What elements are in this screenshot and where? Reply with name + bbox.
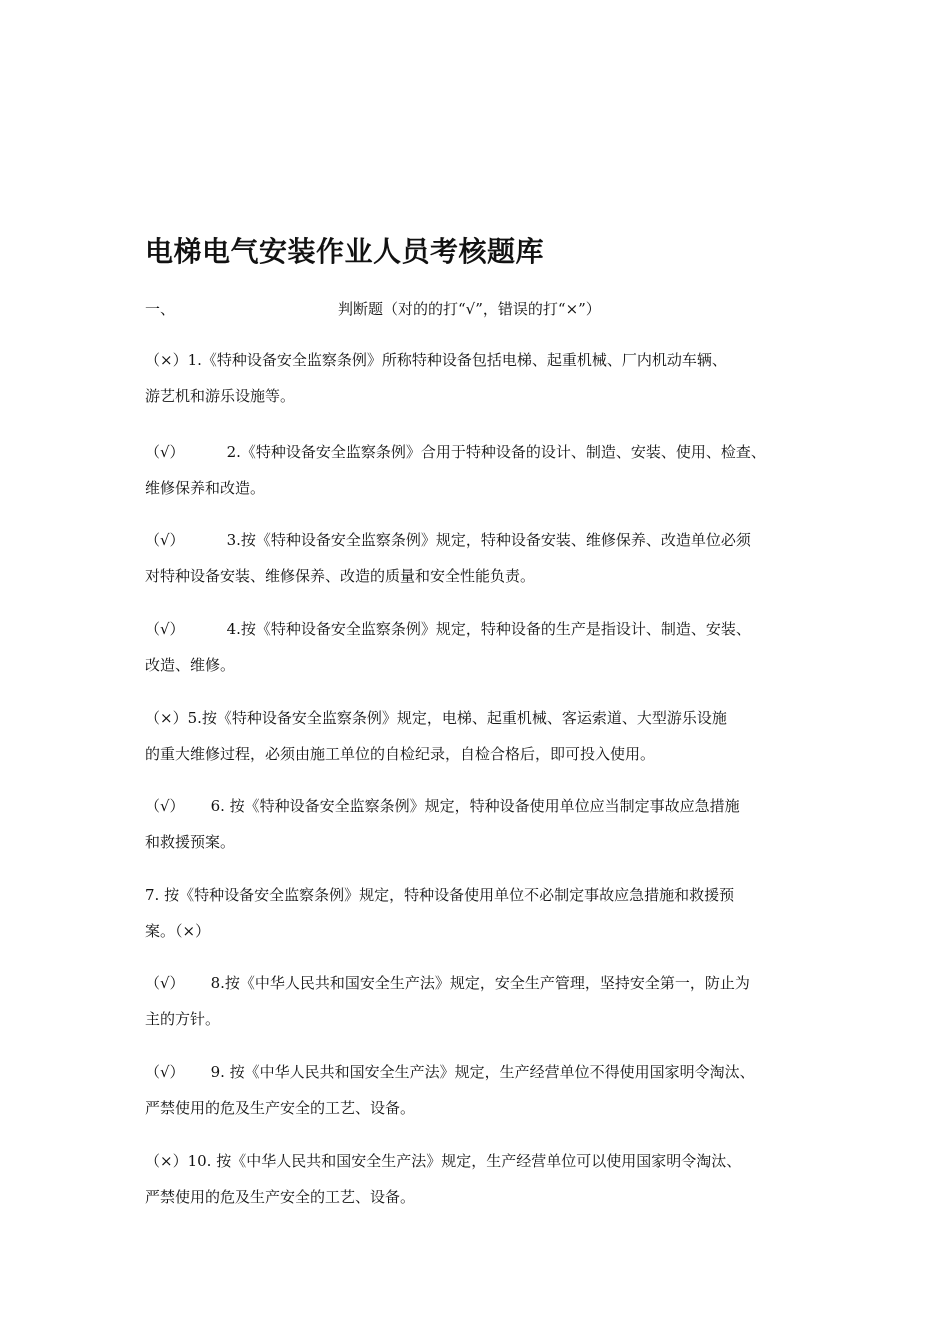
question-text-cont: 的重大维修过程，必须由施工单位的自检纪录，自检合格后，即可投入使用。 bbox=[145, 745, 656, 763]
question-text: 5.按《特种设备安全监察条例》规定，电梯、起重机械、客运索道、大型游乐设施 bbox=[187, 709, 727, 727]
question-1 bbox=[145, 342, 825, 414]
answer-mark: （√） bbox=[145, 620, 185, 638]
question-text: 2.《特种设备安全监察条例》合用于特种设备的设计、制造、安装、使用、检查、 bbox=[226, 443, 766, 461]
question-4 bbox=[145, 611, 825, 683]
question-text-cont: 对特种设备安装、维修保养、改造的质量和安全性能负责。 bbox=[145, 567, 536, 585]
answer-mark: （×） bbox=[145, 351, 188, 369]
answer-mark: （√） bbox=[145, 443, 185, 461]
question-text: 3.按《特种设备安全监察条例》规定，特种设备安装、维修保养、改造单位必须 bbox=[226, 531, 751, 549]
section-number: 一、 bbox=[145, 300, 176, 318]
question-text-cont: 主的方针。 bbox=[145, 1010, 221, 1028]
question-text: 1.《特种设备安全监察条例》所称特种设备包括电梯、起重机械、厂内机动车辆、 bbox=[187, 351, 727, 369]
question-2 bbox=[145, 434, 825, 506]
answer-mark: （√） bbox=[145, 531, 185, 549]
question-5 bbox=[145, 700, 825, 772]
answer-mark: （√） bbox=[145, 797, 185, 815]
question-3 bbox=[145, 522, 825, 594]
question-9 bbox=[145, 1054, 825, 1126]
question-text: 4.按《特种设备安全监察条例》规定，特种设备的生产是指设计、制造、安装、 bbox=[226, 620, 751, 638]
question-8 bbox=[145, 965, 825, 1037]
question-text-cont: 改造、维修。 bbox=[145, 656, 236, 674]
answer-mark: （√） bbox=[145, 1063, 185, 1081]
answer-mark: （√） bbox=[145, 974, 185, 992]
question-text-cont: 案。（×） bbox=[145, 922, 211, 940]
question-text: 6. 按《特种设备安全监察条例》规定，特种设备使用单位应当制定事故应急措施 bbox=[210, 797, 740, 815]
answer-mark: （×） bbox=[145, 709, 188, 727]
question-text: 7. 按《特种设备安全监察条例》规定，特种设备使用单位不必制定事故应急措施和救援预 bbox=[145, 886, 735, 904]
document-title: 电梯电气安装作业人员考核题库 bbox=[145, 235, 545, 268]
answer-mark: （×） bbox=[145, 1152, 188, 1170]
question-text: 9. 按《中华人民共和国安全生产法》规定，生产经营单位不得使用国家明令淘汰、 bbox=[210, 1063, 755, 1081]
question-text-cont: 游艺机和游乐设施等。 bbox=[145, 387, 296, 405]
question-6 bbox=[145, 788, 825, 860]
question-10 bbox=[145, 1143, 825, 1215]
question-text-cont: 严禁使用的危及生产安全的工艺、设备。 bbox=[145, 1099, 416, 1117]
question-text: 10. 按《中华人民共和国安全生产法》规定，生产经营单位可以使用国家明令淘汰、 bbox=[187, 1152, 742, 1170]
section-heading: 判断题（对的的打“√”，错误的打“×”） bbox=[338, 300, 601, 318]
question-text-cont: 维修保养和改造。 bbox=[145, 479, 266, 497]
question-text: 8.按《中华人民共和国安全生产法》规定，安全生产管理，坚持安全第一，防止为 bbox=[210, 974, 750, 992]
question-7 bbox=[145, 877, 825, 949]
question-text-cont: 严禁使用的危及生产安全的工艺、设备。 bbox=[145, 1188, 416, 1206]
question-text-cont: 和救援预案。 bbox=[145, 833, 236, 851]
